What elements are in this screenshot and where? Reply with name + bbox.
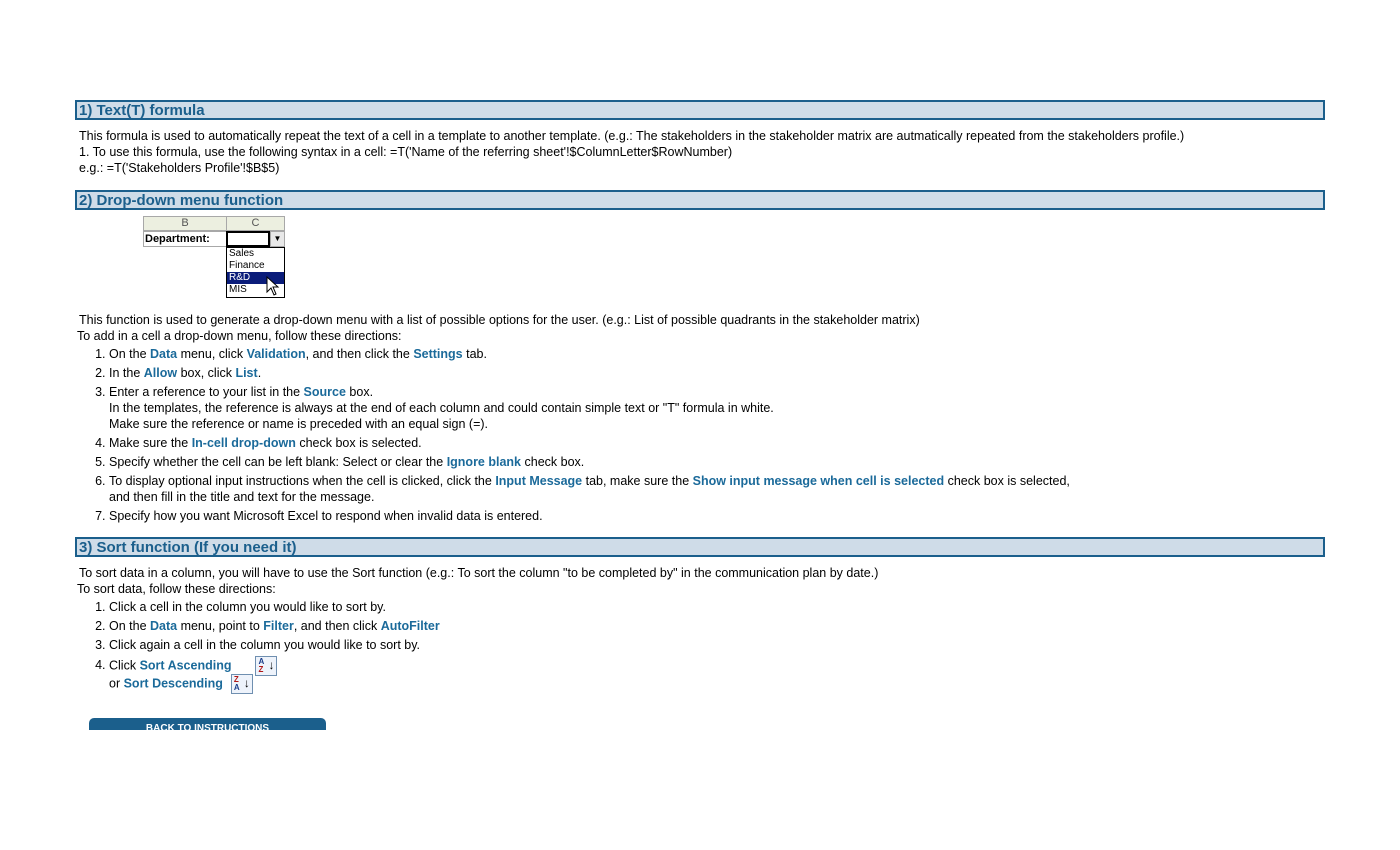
sort-directions-intro: To sort data, follow these directions: (77, 582, 276, 596)
document-page (75, 100, 1325, 730)
sort-descending-icon: Z A ↓ (231, 674, 253, 694)
text-formula-description: This formula is used to automatically repeat the text of a cell in a template to another template. (e.g.: The stakeholders in the stakeholder matrix are autmatically repeated from the stakeholders profile.) (79, 129, 1185, 143)
list-item: 6. To display optional input instructions when the cell is clicked, click the Input Message tab, make sure the Show input message when cell is selected check box is selected, and then fill in the title and text for the message. (109, 473, 1325, 505)
department-cell (226, 231, 270, 247)
column-header-b: B (143, 216, 227, 231)
list-item: 1. On the Data menu, click Validation, and then click the Settings tab. (109, 346, 1325, 362)
mouse-pointer-icon (266, 276, 280, 296)
list-item: 2. On the Data menu, point to Filter, and then click AutoFilter (109, 618, 1325, 634)
list-item: 3. Click again a cell in the column you would like to sort by. (109, 637, 1325, 653)
section-header-sort: 3) Sort function (If you need it) (75, 537, 1325, 557)
dropdown-option: MIS (229, 284, 247, 295)
list-item: 2. In the Allow box, click List. (109, 365, 1325, 381)
dropdown-description: This function is used to generate a drop-down menu with a list of possible options for the user. (e.g.: List of possible quadrants in the stakeholder matrix) (79, 313, 920, 327)
dropdown-option: Finance (229, 260, 265, 271)
column-header-c: C (226, 216, 285, 231)
list-item: 3. Enter a reference to your list in the Source box. In the templates, the reference is always at the end of each column and could contain simple text or "T" formula in white. Make sure the reference or name is preceded with an equal sign (=). (109, 384, 1325, 432)
sort-steps (75, 599, 1325, 694)
department-label: Department: (143, 231, 227, 247)
list-item: 1. Click a cell in the column you would like to sort by. (109, 599, 1325, 615)
list-item: 5. Specify whether the cell can be left blank: Select or clear the Ignore blank check box. (109, 454, 1325, 470)
text-formula-example: e.g.: =T('Stakeholders Profile'!$B$5) (79, 161, 280, 175)
section-header-text-formula: 1) Text(T) formula (75, 100, 1325, 120)
back-to-instructions-button[interactable]: BACK TO INSTRUCTIONS (89, 718, 326, 730)
list-item: 7. Specify how you want Microsoft Excel to respond when invalid data is entered. (109, 508, 1325, 524)
dropdown-option-selected: R&D (227, 272, 284, 284)
list-item: 4. Click Sort Ascending A Z ↓ or Sort Descending Z A ↓ (109, 656, 1325, 694)
dropdown-illustration (143, 216, 288, 300)
section-header-dropdown: 2) Drop-down menu function (75, 190, 1325, 210)
dropdown-option: Sales (229, 248, 255, 259)
dropdown-steps (75, 346, 1325, 524)
chevron-down-icon: ▼ (270, 231, 285, 247)
dropdown-directions-intro: To add in a cell a drop-down menu, follow these directions: (77, 329, 402, 343)
sort-description: To sort data in a column, you will have to use the Sort function (e.g.: To sort the column "to be completed by" in the communication plan by date.) (79, 566, 879, 580)
list-item: 4. Make sure the In-cell drop-down check box is selected. (109, 435, 1325, 451)
sort-ascending-icon: A Z ↓ (255, 656, 277, 676)
text-formula-syntax: 1. To use this formula, use the following syntax in a cell: =T('Name of the referring sheet'!$ColumnLetter$RowNumber) (79, 145, 733, 159)
